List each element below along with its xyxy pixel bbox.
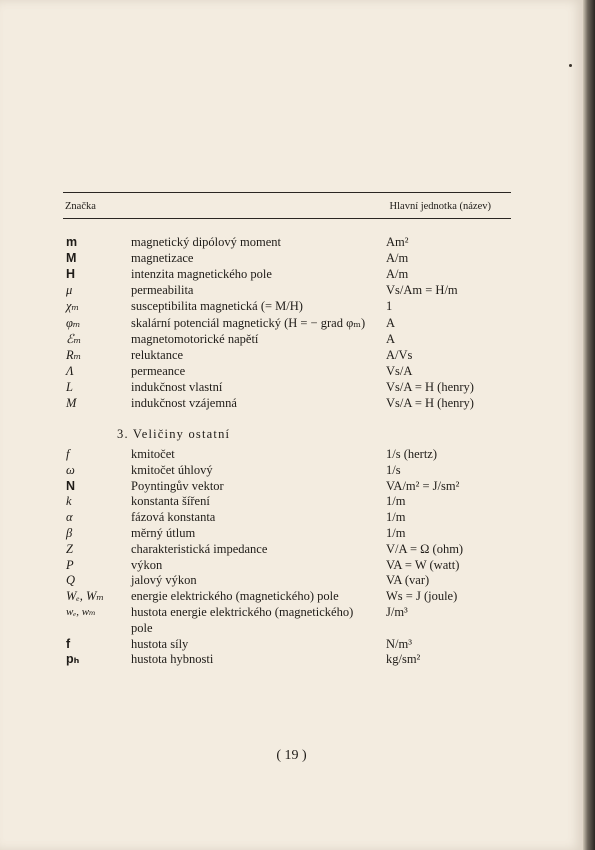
quantity-name: Poyntingův vektor (131, 478, 224, 493)
quantity-symbol: f (66, 636, 71, 651)
quantity-unit: A (386, 331, 396, 346)
table-row (0, 234, 583, 250)
page-number: ( 19 ) (276, 748, 307, 763)
table-row (0, 525, 583, 541)
quantity-symbol: φₘ (66, 315, 81, 330)
quantity-name: permeance (131, 363, 186, 378)
quantity-symbol: ℰₘ (66, 331, 82, 346)
quantity-name: hustota síly (131, 636, 189, 651)
quantity-symbol: m (66, 235, 78, 249)
table-row (0, 250, 583, 266)
quantity-unit: VA/m² = J/sm² (386, 478, 460, 493)
unit-column-header: Hlavní jednotka (název) (389, 201, 491, 212)
quantity-symbol: Z (66, 541, 73, 556)
section-title: 3. Veličiny ostatní (117, 427, 231, 441)
quantity-unit: A/Vs (386, 347, 413, 362)
quantity-symbol: Rₘ (66, 347, 82, 362)
quantity-name: hustota hybnosti (131, 652, 214, 667)
table-row (0, 331, 583, 347)
table-row (0, 395, 583, 411)
table-row (0, 509, 583, 525)
quantity-symbol: χₘ (66, 299, 80, 314)
quantity-name: výkon (131, 557, 163, 572)
quantity-unit: V/A = Ω (ohm) (386, 541, 464, 556)
quantity-symbol: ω (66, 462, 75, 477)
table-row (0, 636, 583, 652)
quantity-symbol: β (66, 526, 73, 540)
table-row (0, 651, 583, 667)
quantity-symbol: M (66, 251, 77, 266)
quantity-name: konstanta šíření (131, 494, 210, 509)
paper-speck (569, 64, 572, 67)
table-row (0, 572, 583, 588)
table-row (0, 347, 583, 363)
quantity-unit: Vs/A = H (henry) (386, 396, 474, 410)
table-row (0, 588, 583, 604)
quantity-name: reluktance (131, 347, 184, 362)
quantity-unit: N/m³ (386, 636, 412, 651)
quantity-name: permeabilita (131, 283, 194, 298)
quantity-name: jalový výkon (131, 573, 197, 588)
table-top-rule (63, 192, 511, 193)
quantity-name: kmitočet (131, 447, 175, 461)
quantity-symbol: Wₑ, Wₘ (66, 589, 105, 604)
quantity-unit: 1/s (hertz) (386, 447, 438, 461)
quantity-name: indukčnost vzájemná (131, 396, 237, 410)
symbol-column-header: Značka (65, 201, 96, 212)
quantity-unit: A (386, 315, 396, 330)
quantity-name: pole (131, 620, 153, 635)
quantity-unit: A/m (386, 267, 409, 282)
quantity-unit: 1/m (386, 494, 406, 509)
table-row (0, 282, 583, 298)
quantity-unit: J/m³ (386, 605, 408, 619)
quantity-unit: A/m (386, 251, 409, 266)
quantity-name: indukčnost vlastní (131, 379, 223, 394)
quantity-symbol: wₑ, wₘ (66, 606, 96, 618)
quantity-symbol: α (66, 510, 73, 525)
table-row (0, 604, 583, 620)
table-row (0, 315, 583, 331)
quantity-name: susceptibilita magnetická (= M/H) (131, 299, 303, 314)
table-row (0, 541, 583, 557)
quantity-name: hustota energie elektrického (magnetického) (131, 605, 354, 619)
table-row (0, 363, 583, 379)
quantity-unit: Am² (386, 235, 409, 249)
table-row (0, 462, 583, 478)
table-row (0, 379, 583, 395)
quantity-unit: 1/m (386, 526, 406, 540)
quantity-unit: VA = W (watt) (386, 557, 460, 572)
table-row (0, 298, 583, 314)
quantity-symbol: Q (66, 573, 76, 588)
quantity-name: měrný útlum (131, 526, 196, 540)
table-row (0, 493, 583, 509)
quantity-symbol: P (66, 557, 74, 572)
quantity-name: energie elektrického (magnetického) pole (131, 589, 339, 604)
quantity-symbol: H (66, 267, 76, 282)
quantity-symbol: N (66, 478, 76, 493)
quantity-unit: Vs/A = H (henry) (386, 379, 474, 394)
quantity-name: fázová konstanta (131, 510, 216, 525)
quantity-symbol: M (66, 396, 77, 410)
quantity-name: magnetomotorické napětí (131, 331, 259, 346)
quantity-name: magnetizace (131, 251, 194, 266)
table-row (0, 620, 583, 636)
book-spine-edge (583, 0, 595, 850)
header-bottom-rule (63, 218, 511, 219)
quantity-unit: Vs/A (386, 363, 413, 378)
quantity-unit: Ws = J (joule) (386, 589, 458, 604)
table-row (0, 446, 583, 462)
quantity-unit: 1/m (386, 510, 406, 525)
quantity-unit: 1 (386, 299, 393, 314)
table-row (0, 478, 583, 494)
quantity-symbol: pₕ (66, 652, 80, 667)
quantity-symbol: Λ (66, 363, 74, 378)
quantity-name: magnetický dipólový moment (131, 235, 281, 249)
quantity-symbol: f (66, 447, 70, 461)
quantity-unit: 1/s (386, 462, 401, 477)
quantity-name: charakteristická impedance (131, 541, 268, 556)
table-row (0, 266, 583, 282)
quantity-symbol: k (66, 494, 72, 509)
quantity-symbol: L (66, 379, 73, 394)
quantity-name: skalární potenciál magnetický (H = − grad φₘ) (131, 315, 366, 330)
quantity-unit: Vs/Am = H/m (386, 283, 458, 298)
quantity-name: kmitočet úhlový (131, 462, 213, 477)
quantity-unit: VA (var) (386, 573, 430, 588)
quantity-name: intenzita magnetického pole (131, 267, 272, 282)
table-row (0, 557, 583, 573)
quantity-symbol: μ (66, 283, 73, 298)
quantity-unit: kg/sm² (386, 652, 421, 667)
